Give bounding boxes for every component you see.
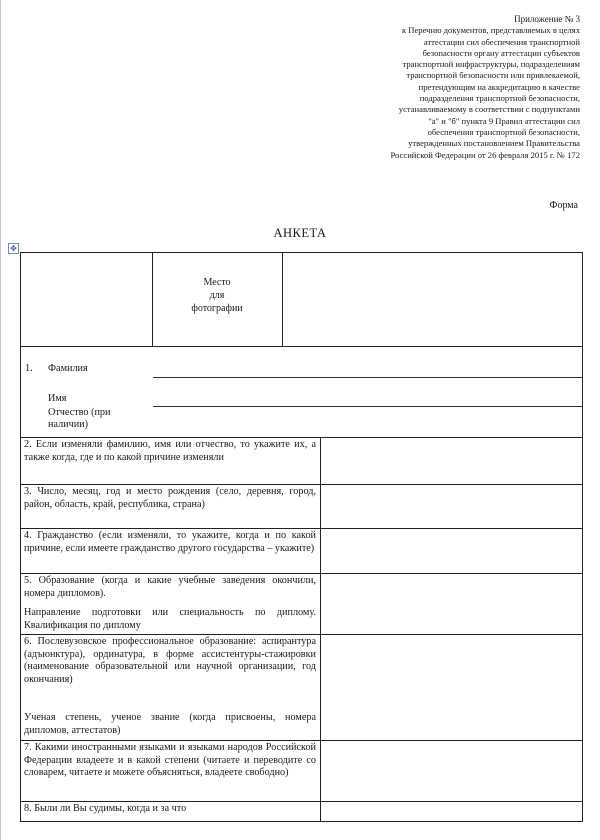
appendix-line: устанавливаемому в соответствии с подпунктами xyxy=(398,104,580,115)
name-label: Имя xyxy=(48,393,67,404)
question-8-label: 8. Были ли Вы судимы, когда и за что xyxy=(24,803,187,814)
table-border-top xyxy=(20,252,583,253)
question-6-label-2: Ученая степень, ученое звание (когда присвоены, номера дипломов, аттестатов) xyxy=(24,712,316,736)
answer-cell-6[interactable] xyxy=(321,635,582,740)
question-7-label: 7. Какими иностранными языками и языками народов Российской Федерации владеете и в какой степени (читаете и переводите со словарем, читаете и можете объясняться, владеете свободно) xyxy=(24,742,316,779)
appendix-line: "а" и "б" пункта 9 Правил аттестации сил xyxy=(428,115,580,126)
appendix-line: к Перечню документов, представляемых в целях xyxy=(401,25,580,36)
surname-entry-line[interactable] xyxy=(153,377,582,378)
appendix-line: утвержденных постановлением Правительства xyxy=(408,138,580,149)
answer-cell-7[interactable] xyxy=(321,741,582,801)
question-6-label: 6. Послевузовское профессиональное образование: аспирантура (адъюнктура), ординатура, в форме ассистентуры-стажировки (наименование образовательной или научной организации, год окончания) xyxy=(24,636,316,685)
name-entry-line[interactable] xyxy=(153,406,582,407)
appendix-line: транспортной инфраструктуры, подразделениям xyxy=(402,59,580,70)
table-border-left xyxy=(20,252,21,822)
question-4-label: 4. Гражданство (если изменяли, то укажите, когда и по какой причине, если имеете гражданство другого государства – укажите) xyxy=(24,530,316,554)
photo-text: фотографии xyxy=(191,303,243,314)
appendix-line: транспортной безопасности или привлекаемой, xyxy=(406,70,580,81)
row-separator xyxy=(20,346,583,347)
patronymic-label-2: наличии) xyxy=(48,419,89,430)
appendix-line: Российской Федерации от 26 февраля 2015 г. № 172 xyxy=(390,149,580,160)
appendix-line: претендующим на аккредитацию в качестве xyxy=(418,81,580,92)
section-1-number: 1. xyxy=(25,363,33,374)
page-edge xyxy=(0,0,1,840)
answer-cell-5[interactable] xyxy=(321,574,582,634)
appendix-line: обеспечения транспортной безопасности, xyxy=(427,126,580,137)
patronymic-label: Отчество (при xyxy=(48,407,111,418)
document-title: АНКЕТА xyxy=(273,226,327,240)
form-label: Форма xyxy=(549,200,578,211)
answer-cell-8[interactable] xyxy=(321,802,582,821)
surname-label: Фамилия xyxy=(48,363,88,374)
table-border-right xyxy=(582,252,583,822)
appendix-line: Приложение № 3 xyxy=(514,14,580,24)
answer-cell-3[interactable] xyxy=(321,485,582,528)
table-move-handle-icon[interactable]: ✥ xyxy=(8,243,19,254)
photo-placeholder xyxy=(153,276,281,315)
appendix-header xyxy=(310,14,580,161)
question-3-label: 3. Число, месяц, год и место рождения (село, деревня, город, район, область, край, республика, страна) xyxy=(24,486,316,510)
table-border-bottom xyxy=(20,821,583,822)
appendix-line: подразделения транспортной безопасности, xyxy=(419,93,580,104)
appendix-line: безопасности органу аттестации субъектов xyxy=(422,47,580,58)
question-5-label-2: Направление подготовки или специальность по диплому. Квалификация по диплому xyxy=(24,607,316,631)
answer-cell-4[interactable] xyxy=(321,529,582,573)
question-2-label: 2. Если изменяли фамилию, имя или отчество, то укажите их, а также когда, где и по какой причине изменяли xyxy=(24,439,316,463)
appendix-line: аттестации сил обеспечения транспортной xyxy=(423,36,580,47)
answer-cell-2[interactable] xyxy=(321,438,582,484)
photo-text: для xyxy=(209,290,225,301)
question-5-label: 5. Образование (когда и какие учебные заведения окончили, номера дипломов). xyxy=(24,575,316,599)
photo-text: Место xyxy=(203,277,231,288)
photo-divider-right xyxy=(282,252,283,346)
